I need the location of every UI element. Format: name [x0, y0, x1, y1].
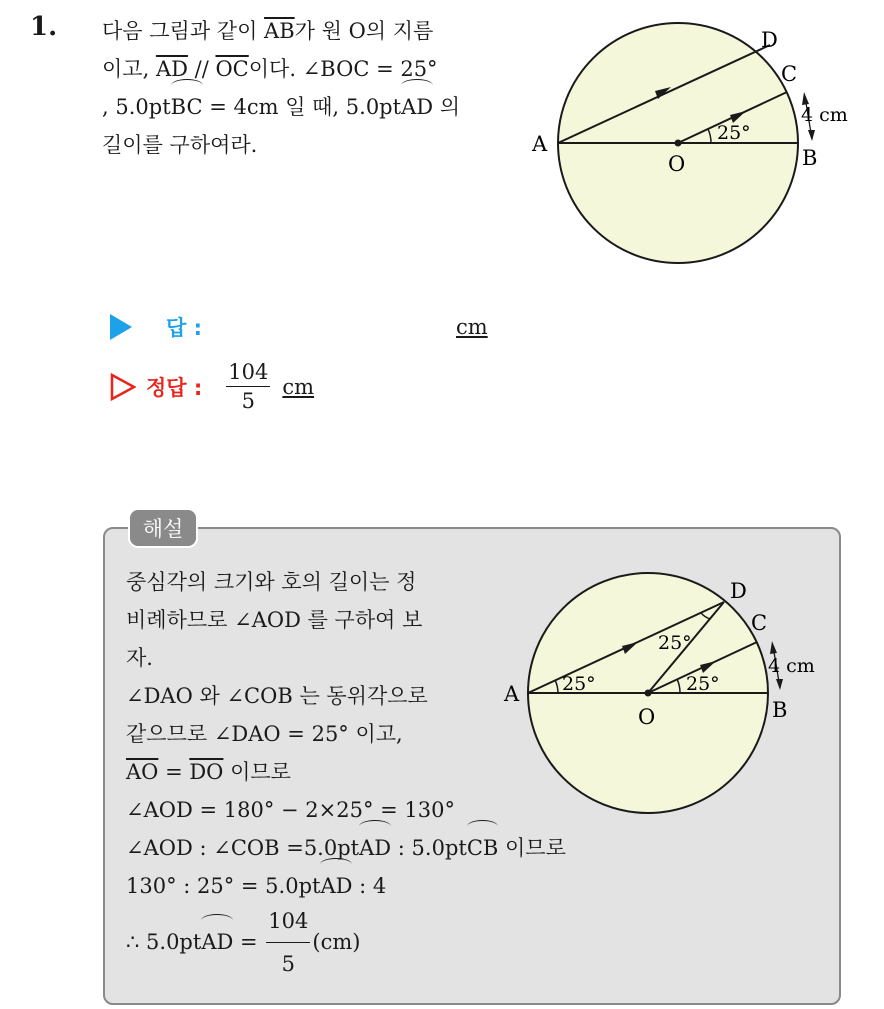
denominator: 5	[281, 951, 296, 976]
label-d: D	[761, 28, 778, 52]
segment-ab: $\overline{AB}$	[264, 19, 295, 43]
text: 이다. ∠BOC = 25°	[248, 57, 438, 81]
arc-ad: AD	[320, 867, 352, 905]
label-c: C	[751, 611, 768, 635]
text: 이므로	[498, 836, 566, 860]
label-b: B	[772, 698, 788, 722]
label-b: B	[802, 146, 818, 170]
answer-row	[110, 312, 488, 342]
arc-bc: BC	[171, 88, 203, 126]
length-arrowhead-top	[770, 641, 777, 654]
text: 이고,	[102, 57, 156, 81]
segment-ao: $\overline{AO}$	[126, 760, 159, 784]
answer-unit: cm	[456, 315, 488, 339]
question-line-3	[102, 88, 522, 126]
text: ∠AOD : ∠COB =5.0pt	[126, 836, 360, 860]
text: 130° : 25° = 5.0pt	[126, 874, 321, 898]
angle-label-o: 25°	[686, 673, 720, 695]
correct-answer-row	[110, 360, 314, 413]
correct-marker-icon	[110, 373, 136, 401]
solution-tag: 해설	[128, 508, 198, 548]
question-line-4	[102, 126, 522, 164]
length-arrowhead-bottom	[808, 130, 815, 141]
correct-answer-label: 정답 :	[146, 375, 203, 400]
solution-line: 자.	[126, 646, 153, 670]
label-c: C	[781, 62, 798, 86]
length-label: 4 cm	[801, 104, 848, 126]
angle-label: 25°	[717, 122, 751, 144]
angle-label-d: 25°	[658, 632, 692, 654]
segment-ad: $\overline{AD}$	[155, 57, 188, 81]
text: : 4	[352, 874, 387, 898]
circle-figure-2	[498, 570, 838, 820]
solution-line: 같으므로 ∠DAO = 25° 이고,	[126, 722, 403, 746]
result-fraction	[266, 902, 310, 983]
center-point	[645, 690, 652, 697]
text: 의	[433, 95, 461, 119]
correct-answer-fraction	[226, 360, 270, 413]
text: 이므로	[223, 760, 291, 784]
text: = 4cm 일 때, 5.0pt	[202, 95, 402, 119]
denominator: 5	[241, 389, 256, 413]
numerator: 104	[226, 360, 270, 387]
segment-do: $\overline{DO}$	[189, 760, 224, 784]
text: //	[187, 57, 216, 81]
question-text	[102, 12, 522, 164]
label-o: O	[638, 705, 656, 729]
text: 길이를 구하여라.	[102, 133, 258, 157]
arc-ad: AD	[359, 829, 391, 867]
arc-cb: CB	[467, 829, 499, 867]
text: , 5.0pt	[102, 95, 171, 119]
solution-line: ∠DAO 와 ∠COB 는 동위각으로	[126, 684, 428, 708]
text: ∴ 5.0pt	[126, 930, 202, 954]
solution-result	[126, 909, 566, 975]
marker-triangle	[112, 375, 134, 399]
label-a: A	[532, 132, 548, 156]
circle-figure-1	[525, 15, 865, 275]
text: =	[233, 930, 265, 954]
text: : 5.0pt	[391, 836, 467, 860]
text: =	[158, 760, 190, 784]
text: 다음 그림과 같이	[102, 19, 265, 43]
center-point	[675, 140, 682, 147]
angle-label-a: 25°	[562, 673, 596, 695]
solution-line: 중심각의 크기와 호의 길이는 정	[126, 570, 417, 594]
numerator: 104	[266, 902, 310, 943]
solution-line: ∠AOD = 180° − 2×25° = 130°	[126, 798, 455, 822]
length-arrowhead-bottom	[776, 679, 783, 690]
label-o: O	[668, 152, 686, 176]
question-line-1	[102, 12, 522, 50]
segment-oc: $\overline{OC}$	[215, 57, 249, 81]
label-d: D	[730, 579, 747, 603]
question-number: 1.	[30, 12, 58, 42]
text: (cm)	[312, 930, 361, 954]
length-label: 4 cm	[768, 655, 815, 677]
answer-marker-icon	[110, 314, 132, 340]
solution-line: 비례하므로 ∠AOD 를 구하여 보	[126, 608, 423, 632]
arc-ad: AD	[201, 923, 233, 961]
text: 가 원 O의 지름	[294, 19, 434, 43]
arc-ad: AD	[401, 88, 433, 126]
label-a: A	[504, 682, 520, 706]
answer-label: 답 :	[166, 316, 202, 340]
solution-line	[126, 867, 566, 905]
question-line-2	[102, 50, 522, 88]
correct-answer-unit: cm	[282, 374, 315, 399]
